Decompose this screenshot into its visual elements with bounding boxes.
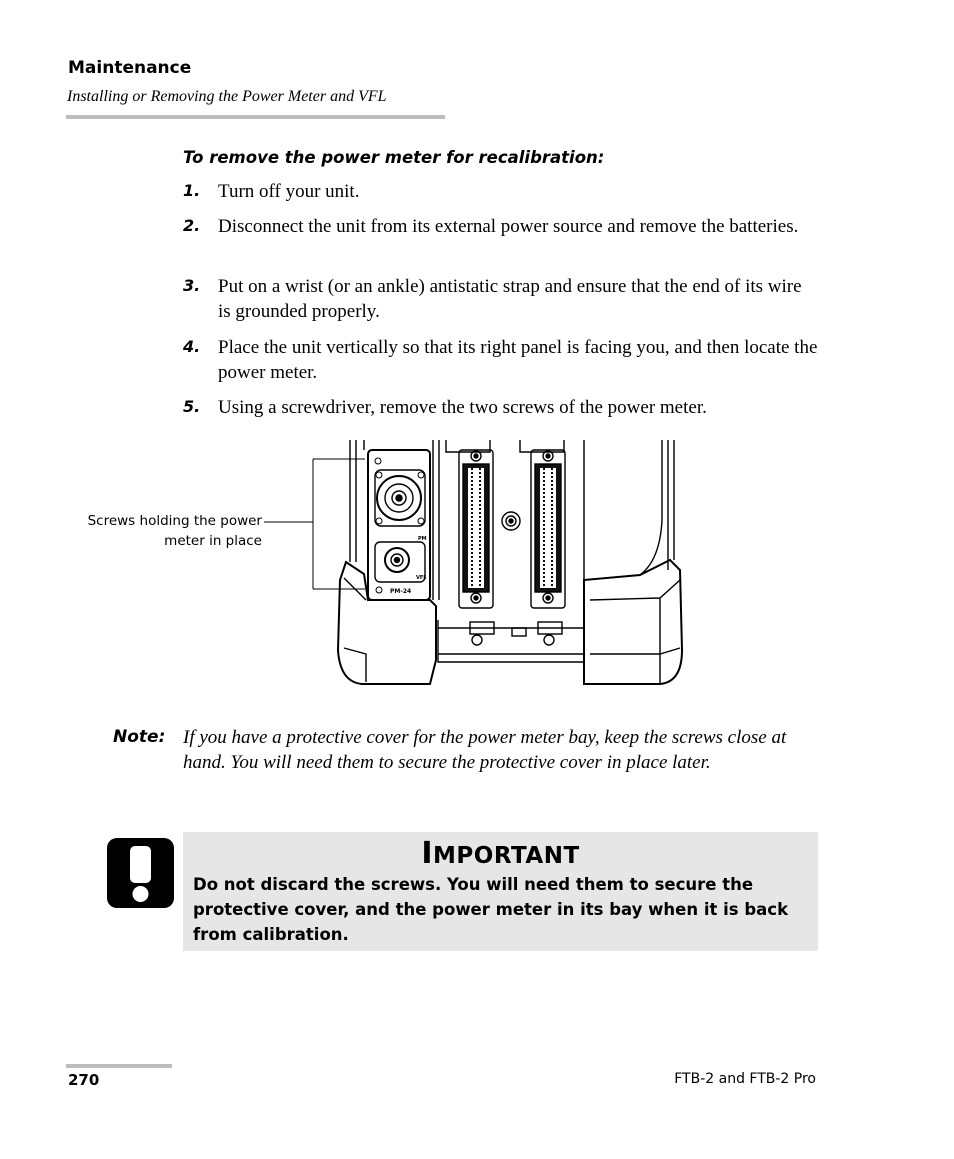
step-number: 4. (183, 337, 201, 356)
note-label: Note: (113, 727, 166, 747)
important-title (183, 836, 818, 871)
step-text: Disconnect the unit from its external power source and remove the batteries. (218, 216, 799, 237)
module-label: PM (418, 536, 427, 542)
important-text: Do not discard the screws. You will need them to secure the protective cover, and the power meter in its bay when it is back from calibration. (193, 875, 789, 944)
callout-line: meter in place (164, 533, 262, 549)
important-title-initial: I (421, 836, 434, 871)
power-meter-figure (80, 436, 690, 690)
footer-rule (66, 1064, 172, 1068)
important-title-rest: MPORTANT (433, 843, 580, 869)
step-number: 2. (183, 216, 201, 235)
header-rule (66, 115, 445, 119)
step-text: Place the unit vertically so that its right panel is facing you, and then locate the power meter. (218, 337, 818, 383)
step-text: Using a screwdriver, remove the two screws of the power meter. (218, 397, 707, 418)
module-label: VFL (416, 575, 427, 581)
module-label: PM-24 (390, 588, 412, 595)
product-name: FTB-2 and FTB-2 Pro (674, 1071, 816, 1087)
note-text: If you have a protective cover for the power meter bay, keep the screws close at hand. You will need them to secure the protective cover in place later. (183, 727, 787, 773)
step-text: Put on a wrist (or an ankle) antistatic strap and ensure that the end of its wire is grounded properly. (218, 276, 802, 322)
step-number: 5. (183, 397, 201, 416)
procedure-title: To remove the power meter for recalibration: (183, 148, 605, 167)
exclamation-icon (107, 838, 174, 908)
section-subtitle: Installing or Removing the Power Meter and VFL (67, 88, 387, 105)
section-title: Maintenance (68, 58, 192, 78)
page-number: 270 (68, 1071, 100, 1089)
callout-line: Screws holding the power (87, 513, 262, 529)
step-number: 1. (183, 181, 201, 200)
step-number: 3. (183, 276, 201, 295)
important-box (183, 832, 818, 951)
step-text: Turn off your unit. (218, 181, 360, 202)
